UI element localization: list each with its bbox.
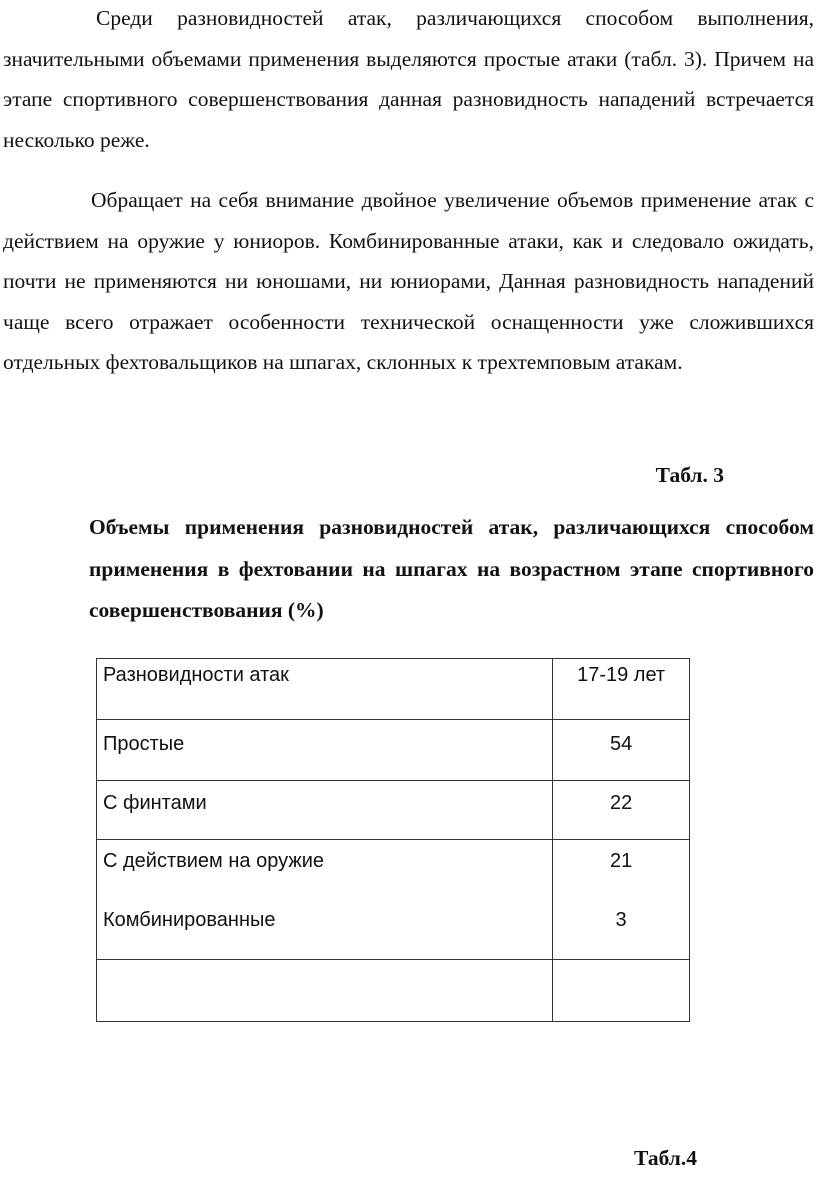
table-4-label: Табл.4 xyxy=(634,1146,697,1170)
header-cell-types xyxy=(97,659,553,720)
row-name-cell xyxy=(97,720,553,781)
table-3-caption: Объемы применения разновидностей атак, различающихся способом применения в фехтовании на шпагах на возрастном этапе спортивного совершенствования (%) xyxy=(89,515,814,622)
row-value-cell xyxy=(553,781,690,840)
row-value: 3 xyxy=(615,909,627,931)
empty-cell xyxy=(97,960,553,1022)
row-name-cell xyxy=(97,781,553,840)
row-name: С действием на оружие xyxy=(103,850,324,872)
header-types-text: Разновидности атак xyxy=(103,664,289,686)
empty-cell xyxy=(553,960,690,1022)
table-empty-row xyxy=(97,960,690,1022)
row-name-cell xyxy=(97,840,553,960)
paragraph-1: Среди разновидностей атак, различающихся способом выполнения, значительными объемами применения выделяются простые атаки (табл. 3). Причем на этапе спортивного совершенствования данная разновидность нападений встречается несколько реже. xyxy=(3,6,814,152)
header-cell-age xyxy=(553,659,690,720)
row-value-cell xyxy=(553,840,690,960)
table-3-label: Табл. 3 xyxy=(655,463,724,487)
table-row xyxy=(97,840,690,960)
row-value-cell xyxy=(553,720,690,781)
table-row xyxy=(97,781,690,840)
table-header-row xyxy=(97,659,690,720)
row-value: 21 xyxy=(609,850,633,872)
row-name: Комбинированные xyxy=(103,909,276,931)
row-value: 22 xyxy=(609,792,633,814)
row-name: С финтами xyxy=(103,792,207,814)
row-name: Простые xyxy=(103,733,185,755)
header-age-text: 17-19 лет xyxy=(577,664,666,686)
table-3 xyxy=(96,658,690,1022)
table-row xyxy=(97,720,690,781)
row-value: 54 xyxy=(609,733,633,755)
paragraph-2: Обращает на себя внимание двойное увеличение объемов применение атак с действием на оружие у юниоров. Комбинированные атаки, как и следовало ожидать, почти не применяются ни юношами, ни юниорами, Данная разновидность нападений чаще всего отражает особенности технической оснащенности уже сложившихся отдельных фехтовальщиков на шпагах, склонных к трехтемповым атакам. xyxy=(3,188,814,374)
